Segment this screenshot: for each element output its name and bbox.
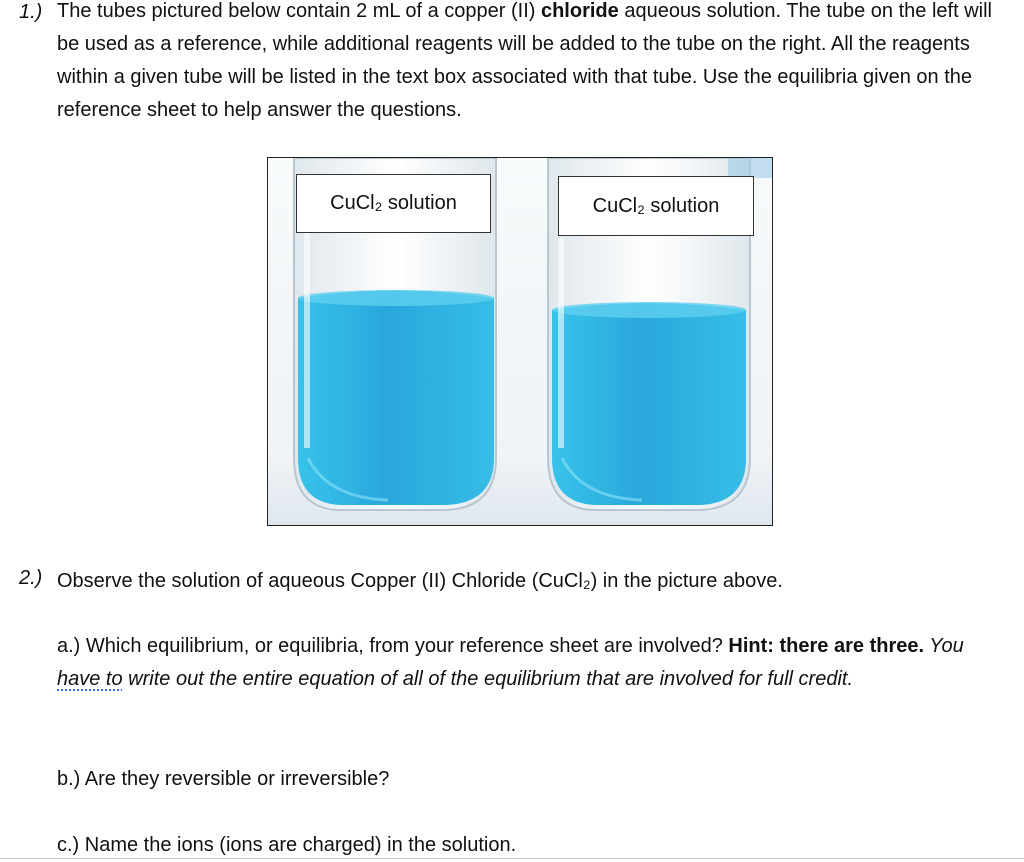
question-2a-text: a.) Which equilibrium, or equilibria, from your reference sheet are involved? — [57, 635, 729, 657]
question-2b: b.) Are they reversible or irreversible? — [57, 768, 390, 790]
question-2-number: 2.) — [19, 567, 43, 589]
question-1 — [19, 0, 1019, 127]
right-tube-label — [558, 176, 754, 236]
question-2a-instruction-underlined: have to — [57, 668, 123, 690]
question-2-text: Observe the solution of aqueous Copper (II) Chloride (CuCl₂) in the picture above. — [57, 570, 783, 592]
question-1-text-part1: The tubes pictured below contain 2 mL of a copper (II) — [57, 0, 541, 22]
right-tube-label-text: CuCl₂ solution — [592, 194, 720, 217]
question-2 — [19, 567, 1009, 595]
question-1-text — [57, 0, 1019, 127]
question-2c: c.) Name the ions (ions are charged) in the solution. — [57, 834, 517, 856]
question-2a-hint: Hint: there are three. — [728, 635, 925, 657]
left-tube-label — [296, 174, 491, 233]
question-1-text-bold: chloride — [540, 0, 619, 22]
question-1-text-part2: aqueous solution. The tube on the left will be used as a reference, while additional reagents will be added to the tube on the right. All the reagents within a given tube will be listed in the text box associated with that tube. Use the equilibria given on the reference sheet to help answer the questions. — [57, 0, 992, 121]
left-tube-solution — [298, 291, 494, 506]
question-2a-instruction-start: You — [924, 635, 964, 657]
right-tube-solution — [552, 303, 746, 505]
test-tubes-photo — [267, 157, 773, 526]
question-2a-instruction-end: write out the entire equation of all of the equilibrium that are involved for full credit. — [122, 668, 854, 690]
question-2a — [57, 630, 987, 696]
left-tube-label-text: CuCl₂ solution — [330, 192, 457, 214]
question-1-number: 1.) — [19, 1, 43, 23]
page-divider — [0, 858, 1024, 859]
background-tubes — [728, 158, 772, 178]
